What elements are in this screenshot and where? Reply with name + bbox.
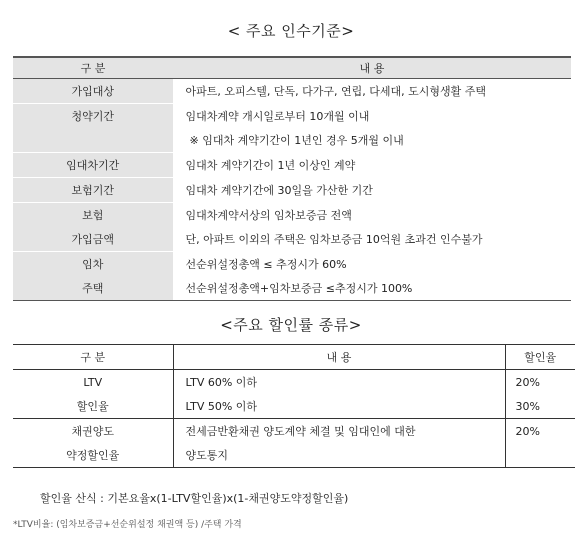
row-label: 주택	[13, 276, 173, 301]
table-row	[13, 153, 571, 178]
row-label: 채권양도	[13, 419, 173, 444]
row-rate: 20%	[505, 419, 575, 444]
row-value: LTV 60% 이하	[173, 370, 505, 395]
row-label: 임대차기간	[13, 153, 173, 178]
row-value: 아파트, 오피스텔, 단독, 다가구, 연립, 다세대, 도시형생활 주택	[185, 85, 486, 98]
row-label: 보험	[13, 203, 173, 228]
row-label: LTV	[83, 375, 103, 389]
table-row	[13, 394, 575, 419]
table-row	[13, 419, 575, 444]
row-value: 선순위설정총액+임차보증금 ≤추정시가 100%	[173, 276, 571, 301]
row-rate	[505, 443, 575, 468]
row-label: 가입금액	[13, 227, 173, 252]
table-row	[13, 104, 571, 129]
table-row	[13, 443, 575, 468]
title-discount-types: <주요 할인률 종류>	[220, 316, 362, 334]
table-row	[13, 178, 571, 203]
row-value: 양도통지	[173, 443, 505, 468]
row-rate: 20%	[505, 370, 575, 395]
discount-table	[13, 344, 575, 468]
underwriting-criteria-table	[13, 56, 571, 301]
row-value: 임대차계약 개시일로부터 10개월 이내	[173, 104, 571, 129]
title-underwriting-criteria: < 주요 인수기준>	[227, 22, 355, 40]
table-row	[13, 370, 575, 395]
row-label: 가입대상	[13, 79, 173, 104]
table-row	[13, 128, 571, 153]
row-value: LTV 50% 이하	[173, 394, 505, 419]
row-label: 임차	[13, 252, 173, 277]
row-value: 임대차 계약기간이 1년 이상인 계약	[173, 153, 571, 178]
row-value: 임대차계약서상의 임차보증금 전액	[173, 203, 571, 228]
table-row	[13, 79, 571, 104]
row-label: 할인율	[76, 400, 109, 413]
discount-formula: 할인율 산식 : 기본요율x(1-LTV할인율)x(1-채권양도약정할인율)	[40, 492, 349, 505]
header-category: 구 분	[13, 57, 173, 79]
row-rate: 30%	[505, 394, 575, 419]
table-row	[13, 276, 571, 301]
row-value: 단, 아파트 이외의 주택은 임차보증금 10억원 초과건 인수불가	[185, 233, 483, 246]
ltv-footnote: *LTV비율: (임차보증금+선순위설정 채권액 등) /주택 가격	[13, 520, 242, 530]
row-label: 약정할인율	[13, 443, 173, 468]
row-label: 청약기간	[13, 104, 173, 129]
header-content: 내 용	[173, 57, 571, 79]
row-note: ※ 임대차 계약기간이 1년인 경우 5개월 이내	[189, 134, 404, 147]
header-content: 내 용	[173, 345, 505, 370]
row-label: 보험기간	[13, 178, 173, 203]
row-value: 전세금반환채권 양도계약 체결 및 임대인에 대한	[173, 419, 505, 444]
header-rate: 할인율	[505, 345, 575, 370]
row-value: 선순위설정총액 ≤ 추정시가 60%	[173, 252, 571, 277]
table-row	[13, 227, 571, 252]
table-row	[13, 203, 571, 228]
header-category: 구 분	[13, 345, 173, 370]
table-row	[13, 252, 571, 277]
row-value: 임대차 계약기간에 30일을 가산한 기간	[173, 178, 571, 203]
